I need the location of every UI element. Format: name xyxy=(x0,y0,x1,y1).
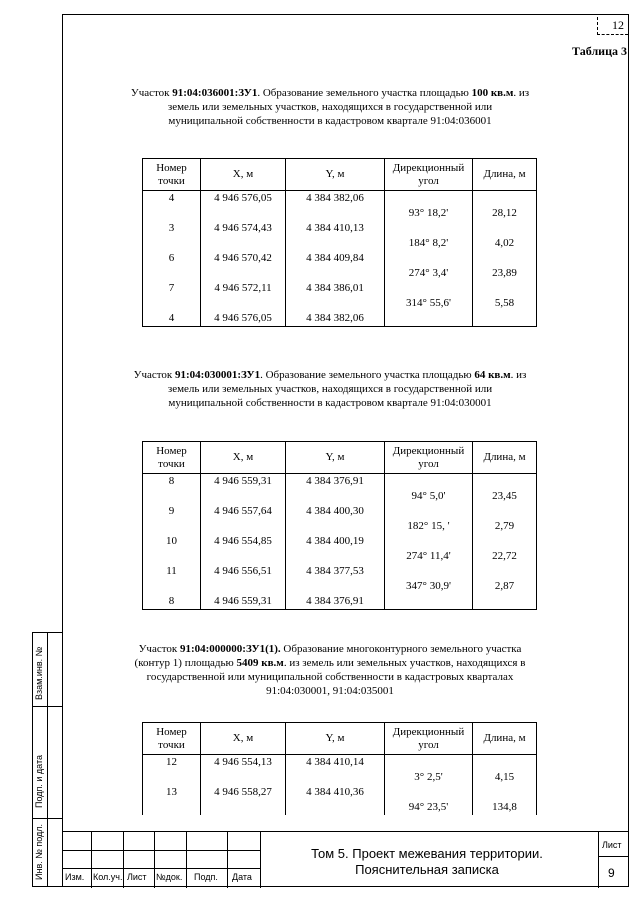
table-cell: 8 xyxy=(143,594,201,610)
table-cell: 4 xyxy=(143,191,201,207)
column-header: Номер точки xyxy=(143,723,201,755)
table-cell xyxy=(286,579,385,594)
table-cell: 4 946 570,42 xyxy=(201,251,286,266)
table-cell: 4,15 xyxy=(473,770,537,785)
table-cell xyxy=(143,296,201,311)
table-cell xyxy=(143,549,201,564)
table-cell: 4 384 400,30 xyxy=(286,504,385,519)
table-title: Таблица 3 xyxy=(572,44,627,58)
table-cell xyxy=(385,504,473,519)
document-title xyxy=(262,846,592,878)
table-cell: 4 384 382,06 xyxy=(286,311,385,327)
section-3-heading: Участок 91:04:000000:ЗУ1(1). Образование многоконтурного земельного участка (контур 1) площадью 5409 кв.м. из земель или земельных участков, находящихся в государственной или муниципальной собственности в кадастровых кварталах 91:04:030001, 91:04:035001 xyxy=(134,643,526,697)
table-cell xyxy=(286,519,385,534)
table-cell: 94° 5,0' xyxy=(385,489,473,504)
table-cell: 134,8 xyxy=(473,800,537,815)
table-cell: 4 946 557,64 xyxy=(201,504,286,519)
table-cell: 22,72 xyxy=(473,549,537,564)
column-header: Y, м xyxy=(286,159,385,191)
table-cell: 4 946 576,05 xyxy=(201,311,286,327)
top-sheet-number: 12 xyxy=(597,17,628,35)
stamp-col-date: Дата xyxy=(232,872,252,882)
table-cell xyxy=(286,296,385,311)
table-cell xyxy=(286,770,385,785)
column-header: Дирекционный угол xyxy=(385,159,473,191)
side-label-signature-date: Подп. и дата xyxy=(34,754,44,808)
table-cell xyxy=(473,311,537,327)
table-cell xyxy=(385,221,473,236)
table-cell xyxy=(143,800,201,815)
column-header: X, м xyxy=(201,723,286,755)
table-cell: 4 946 576,05 xyxy=(201,191,286,207)
column-header: Длина, м xyxy=(473,159,537,191)
table-cell: 94° 23,5' xyxy=(385,800,473,815)
table-cell xyxy=(385,191,473,207)
table-cell xyxy=(473,564,537,579)
table-cell xyxy=(473,191,537,207)
table-cell: 7 xyxy=(143,281,201,296)
table-cell xyxy=(286,549,385,564)
table-cell xyxy=(143,266,201,281)
table-cell xyxy=(201,519,286,534)
table-cell: 3 xyxy=(143,221,201,236)
column-header: Длина, м xyxy=(473,723,537,755)
column-header: Y, м xyxy=(286,723,385,755)
table-cell: 4 384 409,84 xyxy=(286,251,385,266)
table-cell: 5,58 xyxy=(473,296,537,311)
table-cell xyxy=(201,549,286,564)
sheet-value: 9 xyxy=(608,866,615,880)
stamp-col-change: Изм. xyxy=(65,872,85,882)
table-cell: 12 xyxy=(143,755,201,771)
table-cell: 23,89 xyxy=(473,266,537,281)
stamp-col-docno: №док. xyxy=(156,872,183,882)
table-cell: 274° 3,4' xyxy=(385,266,473,281)
table-cell: 274° 11,4' xyxy=(385,549,473,564)
table-cell: 314° 55,6' xyxy=(385,296,473,311)
table-cell: 13 xyxy=(143,785,201,800)
table-cell xyxy=(143,579,201,594)
table-cell: 182° 15, ' xyxy=(385,519,473,534)
table-cell xyxy=(385,564,473,579)
table-cell: 4 xyxy=(143,311,201,327)
table-cell xyxy=(201,579,286,594)
section-2-heading: Участок 91:04:030001:ЗУ1. Образование земельного участка площадью 64 кв.м. из земель или земельных участков, находящихся в государственной или муниципальной собственности в кадастровом квартале 91:04:030001 xyxy=(133,369,527,409)
document-title-line2: Пояснительная записка xyxy=(355,862,499,877)
table-cell: 4 384 410,14 xyxy=(286,755,385,771)
table-cell xyxy=(286,489,385,504)
table-cell xyxy=(385,534,473,549)
table-cell xyxy=(385,785,473,800)
table-cell: 8 xyxy=(143,474,201,490)
table-cell xyxy=(473,755,537,771)
table-cell xyxy=(201,800,286,815)
table-cell xyxy=(473,785,537,800)
document-title-line1: Том 5. Проект межевания территории. xyxy=(311,846,543,861)
table-cell xyxy=(385,251,473,266)
column-header: Дирекционный угол xyxy=(385,723,473,755)
table-cell: 4 384 376,91 xyxy=(286,594,385,610)
column-header: X, м xyxy=(201,159,286,191)
table-cell xyxy=(143,519,201,534)
table-cell xyxy=(143,236,201,251)
table-cell: 4 946 574,43 xyxy=(201,221,286,236)
column-header: Дирекционный угол xyxy=(385,442,473,474)
table-cell: 4 384 386,01 xyxy=(286,281,385,296)
table-cell xyxy=(473,251,537,266)
stamp-col-sheet: Лист xyxy=(127,872,147,882)
table-cell xyxy=(143,489,201,504)
table-cell: 4 946 572,11 xyxy=(201,281,286,296)
coords-table-1 xyxy=(142,158,537,327)
table-cell xyxy=(473,504,537,519)
coords-table-3 xyxy=(142,722,537,815)
stamp-col-count: Кол.уч. xyxy=(93,872,123,882)
table-cell xyxy=(201,296,286,311)
table-cell: 4 384 410,13 xyxy=(286,221,385,236)
table-cell: 9 xyxy=(143,504,201,519)
table-cell: 4 384 400,19 xyxy=(286,534,385,549)
table-cell: 6 xyxy=(143,251,201,266)
coords-table-2 xyxy=(142,441,537,610)
table-cell xyxy=(473,281,537,296)
table-cell: 4 946 554,13 xyxy=(201,755,286,771)
side-label-replace: Взам.инв. № xyxy=(34,646,44,700)
table-cell xyxy=(286,266,385,281)
table-cell: 4 384 376,91 xyxy=(286,474,385,490)
table-cell xyxy=(201,770,286,785)
table-cell: 184° 8,2' xyxy=(385,236,473,251)
table-cell: 4 946 559,31 xyxy=(201,474,286,490)
title-block xyxy=(62,831,629,888)
table-cell xyxy=(143,770,201,785)
table-cell xyxy=(143,206,201,221)
column-header: X, м xyxy=(201,442,286,474)
column-header: Длина, м xyxy=(473,442,537,474)
table-cell: 2,79 xyxy=(473,519,537,534)
table-cell: 23,45 xyxy=(473,489,537,504)
table-cell xyxy=(385,594,473,610)
table-cell: 4 384 410,36 xyxy=(286,785,385,800)
column-header: Номер точки xyxy=(143,159,201,191)
table-cell: 4 384 377,53 xyxy=(286,564,385,579)
table-cell xyxy=(201,206,286,221)
table-cell: 4 946 559,31 xyxy=(201,594,286,610)
table-cell: 4,02 xyxy=(473,236,537,251)
table-cell xyxy=(201,266,286,281)
side-label-original-inv: Инв. № подл. xyxy=(34,823,44,880)
table-cell xyxy=(286,800,385,815)
table-cell: 4 384 382,06 xyxy=(286,191,385,207)
section-1-heading: Участок 91:04:036001:ЗУ1. Образование земельного участка площадью 100 кв.м. из земель или земельных участков, находящихся в государственной или муниципальной собственности в кадастровом квартале 91:04:036001 xyxy=(130,87,530,127)
table-cell: 28,12 xyxy=(473,206,537,221)
table-cell: 2,87 xyxy=(473,579,537,594)
sheet-label: Лист xyxy=(602,840,622,850)
table-cell xyxy=(286,236,385,251)
table-cell: 347° 30,9' xyxy=(385,579,473,594)
table-cell xyxy=(473,474,537,490)
table-cell xyxy=(201,489,286,504)
table-cell xyxy=(473,221,537,236)
table-cell xyxy=(286,206,385,221)
table-cell: 10 xyxy=(143,534,201,549)
table-cell xyxy=(473,534,537,549)
table-cell xyxy=(385,311,473,327)
table-cell: 3° 2,5' xyxy=(385,770,473,785)
table-cell xyxy=(385,474,473,490)
column-header: Y, м xyxy=(286,442,385,474)
table-cell xyxy=(385,281,473,296)
table-cell: 93° 18,2' xyxy=(385,206,473,221)
column-header: Номер точки xyxy=(143,442,201,474)
stamp-col-signature: Подп. xyxy=(194,872,218,882)
table-cell: 4 946 558,27 xyxy=(201,785,286,800)
table-cell xyxy=(385,755,473,771)
table-cell: 4 946 554,85 xyxy=(201,534,286,549)
table-cell xyxy=(201,236,286,251)
table-cell xyxy=(473,594,537,610)
table-cell: 4 946 556,51 xyxy=(201,564,286,579)
table-cell: 11 xyxy=(143,564,201,579)
